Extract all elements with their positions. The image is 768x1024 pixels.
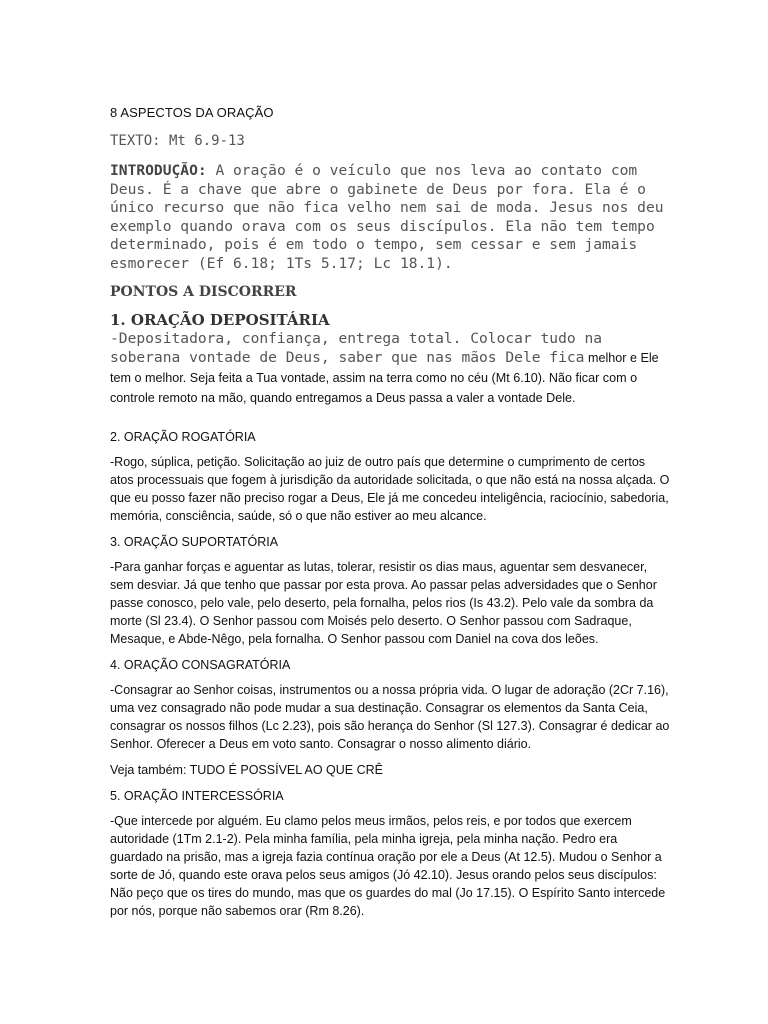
section-1-body — [110, 329, 670, 408]
introduction-text: A oração é o veículo que nos leva ao contato com Deus. É a chave que abre o gabinete de Deus por fora. Ela é o único recurso que não fica velho nem sai de moda. Jesus nos deu exemplo quando orava com os seus discípulos. Ela não tem tempo determinado, pois é em todo o tempo, sem cessar e sem jamais esmorecer (Ef 6.18; 1Ts 5.17; Lc 18.1). — [110, 162, 664, 272]
document-page — [110, 100, 670, 928]
section-5-title: 5. ORAÇÃO INTERCESSÓRIA — [110, 789, 284, 803]
points-heading: PONTOS A DISCORRER — [110, 284, 297, 300]
section-1-body-sans: melhor e Ele tem o melhor. Seja feita a Tua vontade, assim na terra como no céu (Mt 6.10). Não ficar com o controle remoto na mão, quando entregamos a Deus passa a valer a vontade Dele. — [110, 351, 659, 405]
introduction-paragraph — [110, 162, 670, 273]
section-3-body: -Para ganhar forças e aguentar as lutas, tolerar, resistir os dias maus, aguentar sem desvanecer, sem desviar. Já que tenho que passar por esta prova. Ao passar pelas adversidades que o Senhor passe conosco, pelo vale, pelo deserto, pela fornalha, pelos rios (Is 43.2). Pelo vale da sombra da morte (Sl 23.4). O Senhor passou com Moisés pelo deserto. O Senhor passou com Sadraque, Mesaque, e Abde-Nêgo, pela fornalha. O Senhor passou com Daniel na cova dos leões. — [110, 560, 657, 646]
section-3-title: 3. ORAÇÃO SUPORTATÓRIA — [110, 535, 279, 549]
section-1-body-mono: -Depositadora, confiança, entrega total. Colocar tudo na soberana vontade de Deus, saber que nas mãos Dele fica — [110, 330, 603, 366]
section-1-title: 1. ORAÇÃO DEPOSITÁRIA — [110, 311, 330, 329]
section-5-body: -Que intercede por alguém. Eu clamo pelos meus irmãos, pelos reis, e por todos que exercem autoridade (1Tm 2.1-2). Pela minha família, pela minha igreja, pela minha nação. Pedro era guardado na prisão, mas a igreja fazia contínua oração por ele a Deus (At 12.5). Mudou o Senhor a sorte de Jó, quando este orava pelos seus amigos (Jó 42.10). Jesus orando pelos seus discípulos: Não peço que os tires do mundo, mas que os guardes do mal (Jo 17.15). O Espírito Santo intercede por nós, porque não sabemos orar (Rm 8.26). — [110, 814, 666, 918]
document-title: 8 ASPECTOS DA ORAÇÃO — [110, 105, 274, 120]
section-4-body: -Consagrar ao Senhor coisas, instrumentos ou a nossa própria vida. O lugar de adoração (2Cr 7.16), uma vez consagrado não pode mudar a sua destinação. Consagrar os elementos da Santa Ceia, consagrar os nossos filhos (Lc 2.23), pois são herança do Senhor (Sl 127.3). Consagrar é dedicar ao Senhor. Oferecer a Deus em voto santo. Consagrar o nosso alimento diário. — [110, 683, 670, 751]
section-4-title: 4. ORAÇÃO CONSAGRATÓRIA — [110, 658, 291, 672]
section-2-title: 2. ORAÇÃO ROGATÓRIA — [110, 430, 256, 444]
see-also-link[interactable]: Veja também: TUDO É POSSÍVEL AO QUE CRÊ — [110, 763, 384, 777]
introduction-label: INTRODUÇÃO: — [110, 162, 207, 179]
scripture-reference: TEXTO: Mt 6.9-13 — [110, 133, 245, 149]
section-2-body: -Rogo, súplica, petição. Solicitação ao juiz de outro país que determine o cumprimento de certos atos processuais que fogem à jurisdição da autoridade solicitada, o que não está na nossa alçada. O que eu posso fazer não preciso rogar a Deus, Ele já me concedeu inteligência, raciocínio, sabedoria, memória, consciência, saúde, só o que não estiver ao meu alcance. — [110, 455, 670, 523]
